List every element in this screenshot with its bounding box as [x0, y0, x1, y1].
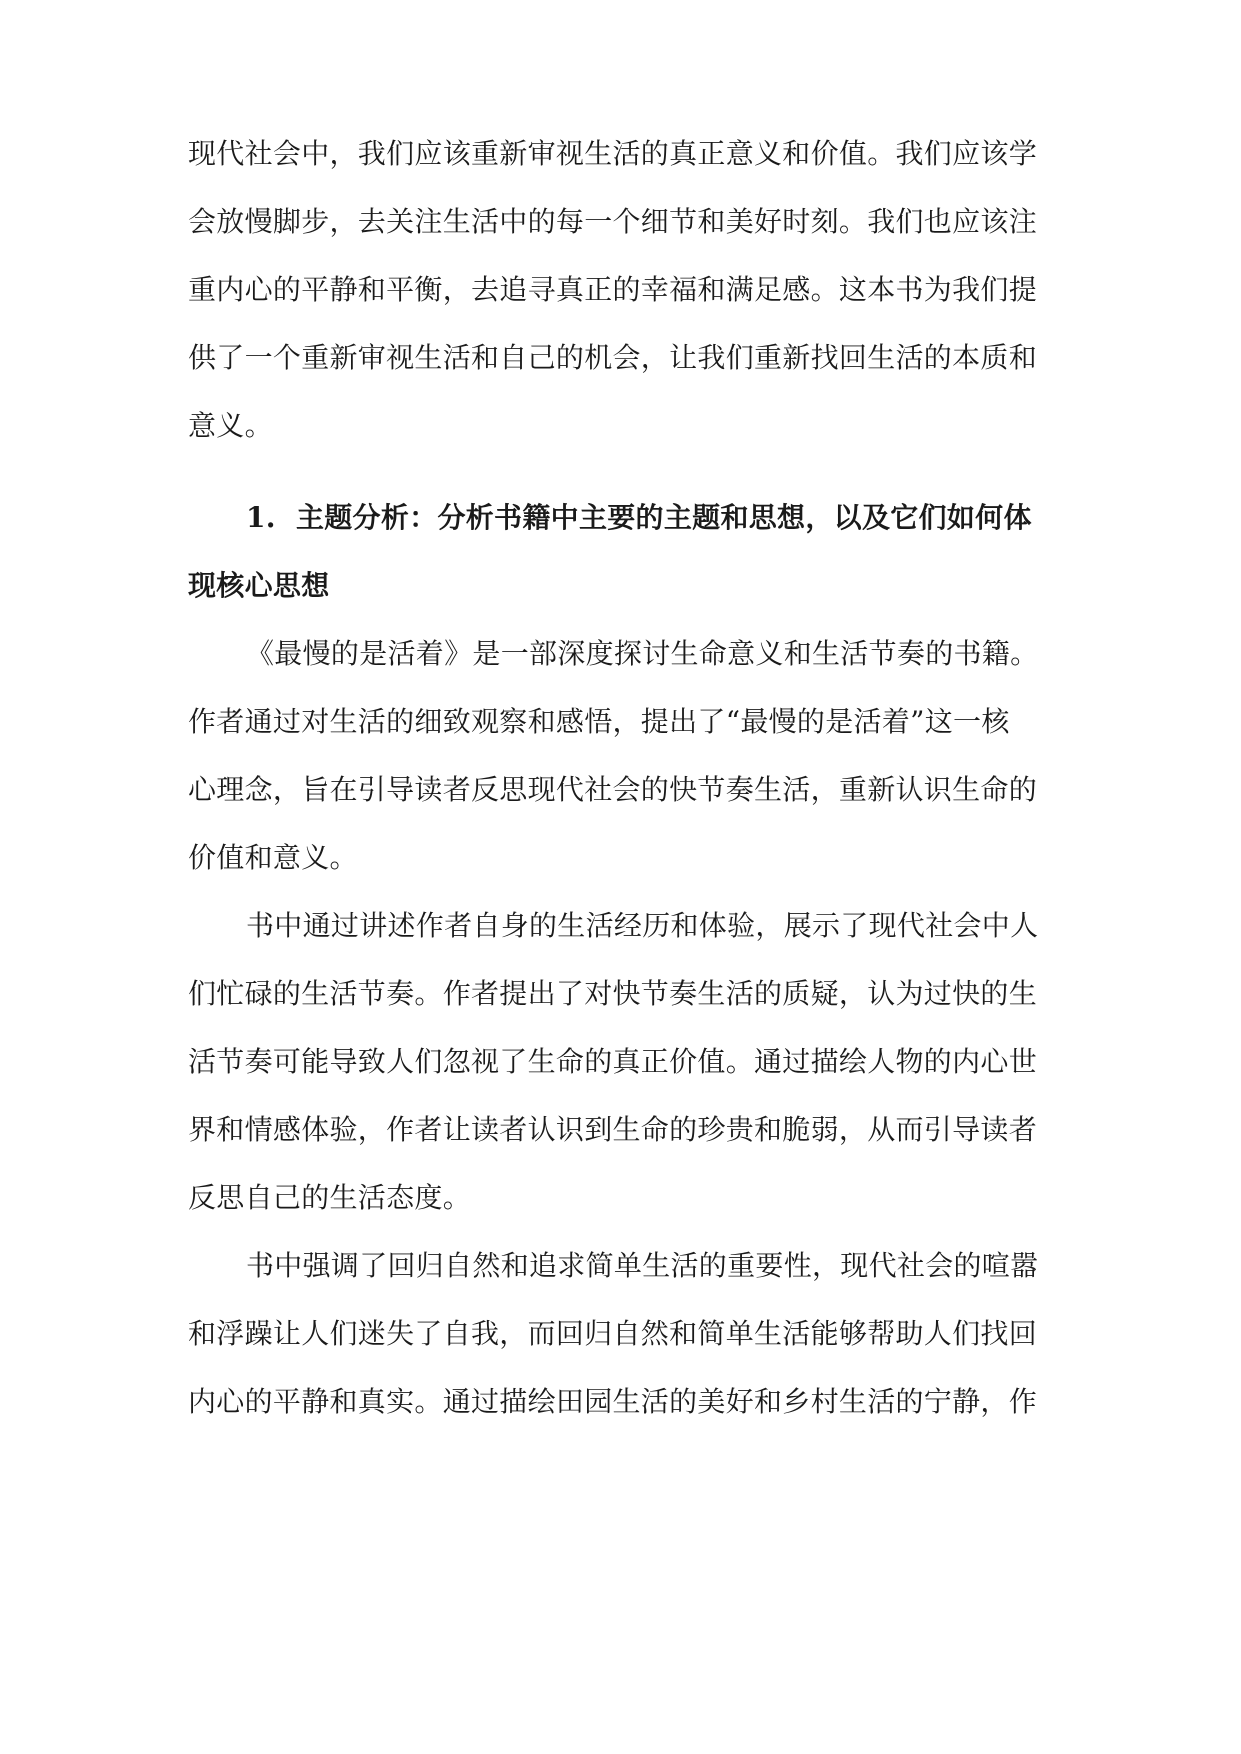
- heading-line-1: [188, 500, 1032, 536]
- paragraph-line: 书中通过讲述作者自身的生活经历和体验，展示了现代社会中人: [246, 909, 1039, 942]
- paragraph-line: 会放慢脚步，去关注生活中的每一个细节和美好时刻。我们也应该注: [188, 205, 1038, 238]
- paragraph-line: 意义。: [188, 409, 273, 442]
- paragraph-line: 反思自己的生活态度。: [188, 1181, 472, 1214]
- paragraph-line: 作者通过对生活的细致观察和感悟，提出了“最慢的是活着”这一核: [188, 705, 1010, 738]
- paragraph-line: 价值和意义。: [188, 841, 358, 874]
- heading-line-2: 现核心思想: [188, 569, 330, 602]
- paragraph-line: 心理念，旨在引导读者反思现代社会的快节奏生活，重新认识生命的: [188, 773, 1038, 806]
- paragraph-line: 《最慢的是活着》是一部深度探讨生命意义和生活节奏的书籍。: [246, 637, 1039, 670]
- paragraph-line: 和浮躁让人们迷失了自我，而回归自然和简单生活能够帮助人们找回: [188, 1317, 1038, 1350]
- paragraph-line: 供了一个重新审视生活和自己的机会，让我们重新找回生活的本质和: [188, 341, 1038, 374]
- heading-text: 主题分析：分析书籍中主要的主题和思想，以及它们如何体: [295, 501, 1032, 534]
- paragraph-line: 重内心的平静和平衡，去追寻真正的幸福和满足感。这本书为我们提: [188, 273, 1038, 306]
- paragraph-line: 现代社会中，我们应该重新审视生活的真正意义和价值。我们应该学: [188, 137, 1038, 170]
- paragraph-line: 内心的平静和真实。通过描绘田园生活的美好和乡村生活的宁静，作: [188, 1385, 1038, 1418]
- paragraph-line: 书中强调了回归自然和追求简单生活的重要性，现代社会的喧嚣: [246, 1249, 1039, 1282]
- paragraph-line: 们忙碌的生活节奏。作者提出了对快节奏生活的质疑，认为过快的生: [188, 977, 1038, 1010]
- heading-number: 1.: [246, 501, 276, 534]
- paragraph-line: 界和情感体验，作者让读者认识到生命的珍贵和脆弱，从而引导读者: [188, 1113, 1038, 1146]
- paragraph-line: 活节奏可能导致人们忽视了生命的真正价值。通过描绘人物的内心世: [188, 1045, 1038, 1078]
